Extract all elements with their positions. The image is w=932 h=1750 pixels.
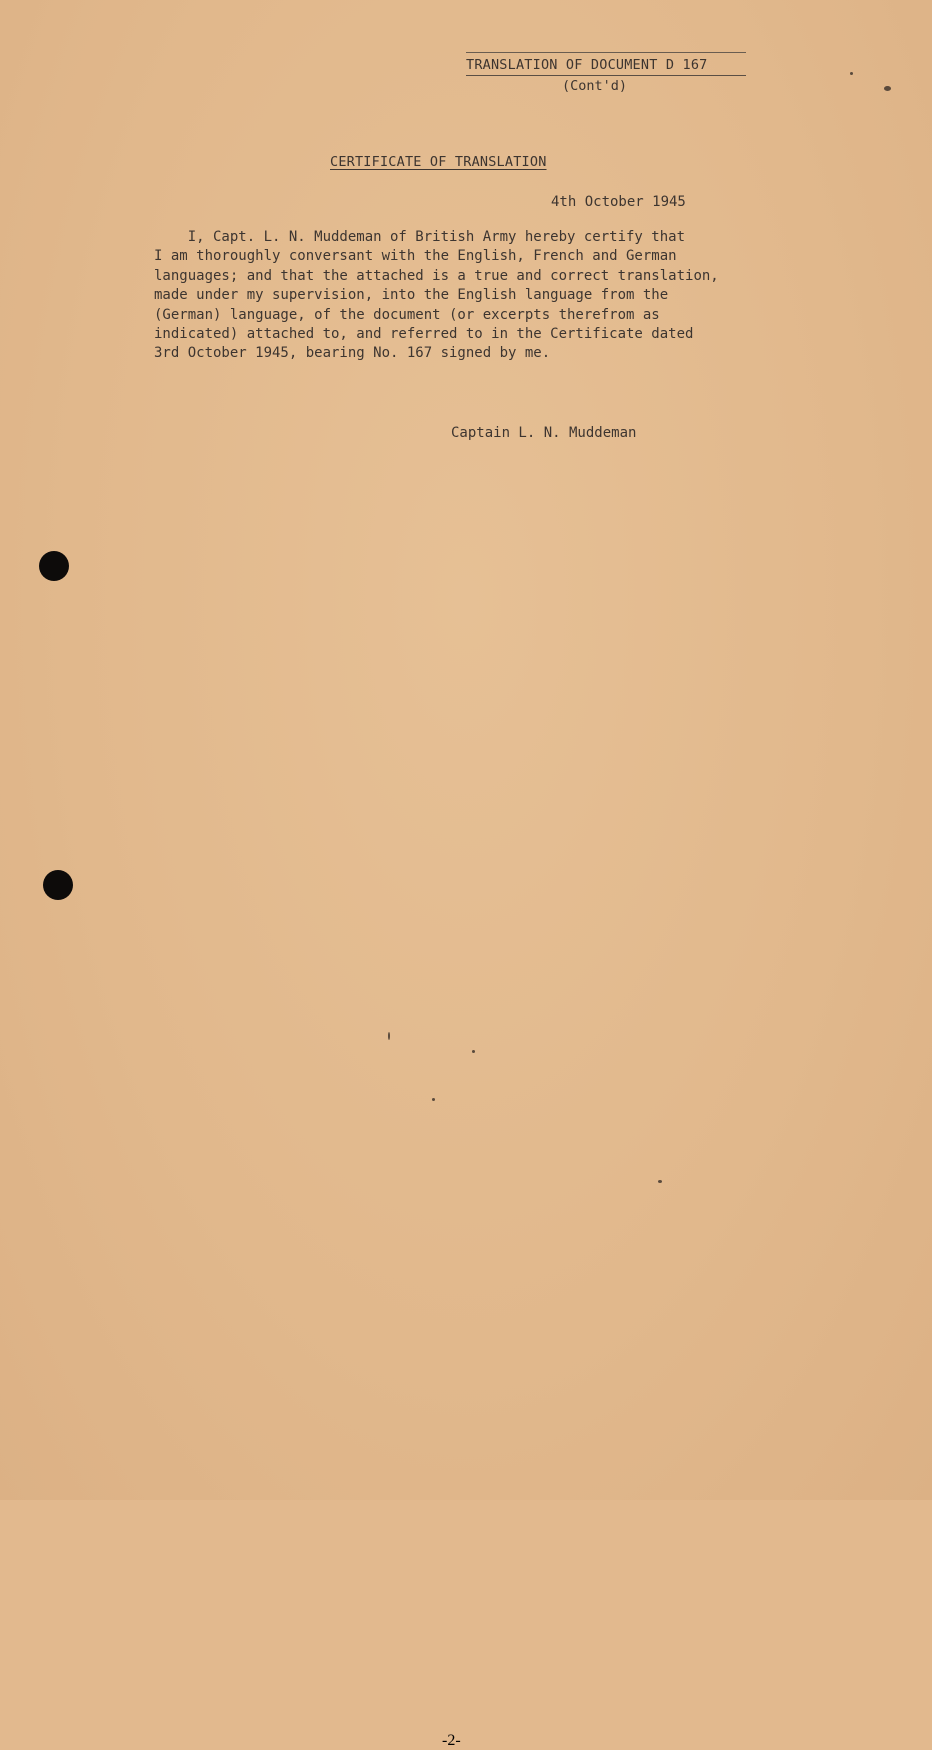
certificate-body	[154, 228, 814, 364]
body-line: I, Capt. L. N. Muddeman of British Army hereby certify that	[154, 229, 686, 245]
body-line: languages; and that the attached is a true and correct translation,	[154, 267, 719, 284]
certificate-title: CERTIFICATE OF TRANSLATION	[330, 154, 547, 170]
paper-mark	[388, 1032, 390, 1040]
signature-line: Captain L. N. Muddeman	[451, 425, 637, 441]
page-number-visible: -2-	[442, 1732, 461, 1749]
paper-mark	[472, 1050, 475, 1053]
punch-hole-icon	[43, 870, 73, 900]
document-reference: TRANSLATION OF DOCUMENT D 167	[466, 55, 746, 76]
body-line: made under my supervision, into the English language from the	[154, 287, 669, 304]
paper-mark	[850, 72, 853, 75]
paper-mark	[658, 1180, 662, 1183]
paper-mark	[884, 86, 891, 91]
body-line: I am thoroughly conversant with the English, French and German	[154, 248, 677, 265]
body-line: indicated) attached to, and referred to in the Certificate dated	[154, 326, 694, 343]
paper-mark	[432, 1098, 435, 1101]
punch-hole-icon	[39, 551, 69, 581]
certificate-date: 4th October 1945	[551, 194, 686, 210]
header-top-rule	[466, 52, 746, 53]
body-line: (German) language, of the document (or excerpts therefrom as	[154, 306, 660, 323]
body-line: 3rd October 1945, bearing No. 167 signed by me.	[154, 345, 551, 362]
continued-marker: (Cont'd)	[562, 78, 628, 94]
